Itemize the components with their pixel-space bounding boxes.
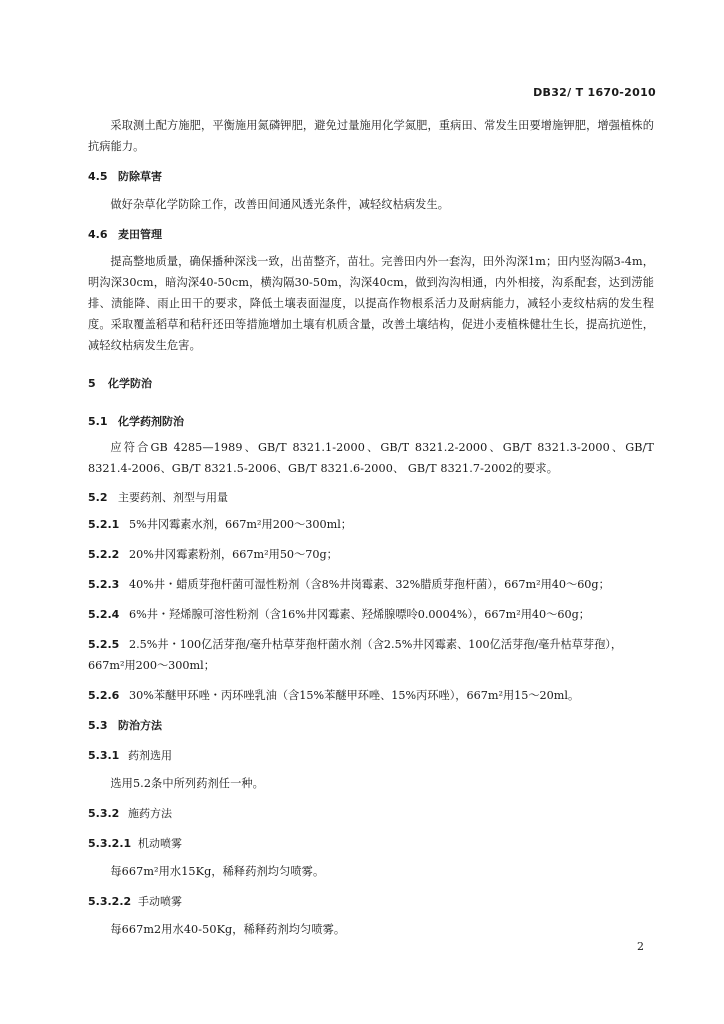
item-text: 6%井・羟烯腺可溶性粉剂（含16%井冈霉素、羟烯腺嘌呤0.0004%），667m²用40～60g；	[129, 608, 590, 621]
heading-number: 5.3.1	[88, 749, 120, 762]
list-item	[88, 634, 654, 676]
heading-5-3	[88, 715, 654, 736]
heading-5-1	[88, 411, 654, 432]
heading-5-3-1	[88, 745, 654, 766]
heading-title: 化学药剂防治	[118, 415, 184, 428]
paragraph-manual-spray: 每667m2用水40-50Kg，稀释药剂均匀喷雾。	[110, 923, 346, 936]
heading-title: 主要药剂、剂型与用量	[118, 491, 228, 504]
heading-5-3-2-1	[88, 833, 654, 854]
item-number: 5.2.5	[88, 638, 120, 651]
heading-4-6	[88, 224, 654, 245]
heading-title: 机动喷雾	[138, 837, 182, 850]
item-number: 5.2.2	[88, 548, 120, 561]
heading-5-3-2-2	[88, 891, 654, 912]
paragraph-weed-control: 做好杂草化学防除工作，改善田间通风透光条件，减轻纹枯病发生。	[110, 198, 450, 211]
paragraph-field-management: 提高整地质量，确保播种深浅一致，出苗整齐，苗壮。完善田内外一套沟，田外沟深1m；田内竖沟隔3-4m，明沟深30cm，暗沟深40-50cm，横沟隔30-50m，沟深40cm，做到沟沟相通，内外相接，沟系配套，达到涝能排、渍能降、雨止田干的要求，降低土壤表面湿度，以提高作物根系活力及耐病能力，减轻小麦纹枯病的发生程度。采取覆盖稻草和秸秆还田等措施增加土壤有机质含量，改善土壤结构，促进小麦植株健壮生长，提高抗逆性，减轻纹枯病发生危害。	[88, 255, 654, 352]
item-number: 5.2.1	[88, 518, 120, 531]
heading-number: 5.3.2.2	[88, 895, 132, 908]
heading-title: 施药方法	[128, 807, 172, 820]
heading-5	[88, 373, 654, 394]
item-text: 2.5%井・100亿活芽孢/毫升枯草芽孢杆菌水剂（含2.5%井冈霉素、100亿活芽孢/毫升枯草芽孢），667m²用200～300ml；	[88, 638, 623, 672]
heading-number: 4.6	[88, 228, 108, 241]
heading-title: 化学防治	[108, 377, 152, 390]
paragraph-standards: 应符合GB 4285—1989、GB/T 8321.1-2000、GB/T 8321.2-2000、GB/T 8321.3-2000、GB/T 8321.4-2006、GB/T 8321.5-2006、GB/T 8321.6-2000、 GB/T 8321.7-2002的要求。	[88, 441, 654, 475]
heading-title: 防除草害	[118, 170, 162, 183]
list-item	[88, 514, 654, 535]
heading-number: 4.5	[88, 170, 108, 183]
item-text: 5%井冈霉素水剂，667m²用200～300ml；	[129, 518, 352, 531]
list-item	[88, 574, 654, 595]
heading-title: 麦田管理	[118, 228, 162, 241]
item-text: 20%井冈霉素粉剂，667m²用50～70g；	[129, 548, 338, 561]
paragraph-motor-spray: 每667m²用水15Kg，稀释药剂均匀喷雾。	[110, 865, 325, 878]
item-text: 30%苯醚甲环唑・丙环唑乳油（含15%苯醚甲环唑、15%丙环唑），667m²用15～20ml。	[129, 689, 580, 702]
heading-title: 药剂选用	[128, 749, 172, 762]
standard-code: DB32/ T 1670-2010	[533, 86, 656, 99]
item-number: 5.2.3	[88, 578, 120, 591]
heading-number: 5.3.2.1	[88, 837, 132, 850]
item-number: 5.2.6	[88, 689, 120, 702]
heading-5-3-2	[88, 803, 654, 824]
heading-number: 5	[88, 377, 96, 390]
heading-title: 防治方法	[118, 719, 162, 732]
heading-number: 5.3	[88, 719, 108, 732]
list-item	[88, 544, 654, 565]
heading-number: 5.3.2	[88, 807, 120, 820]
paragraph-fertilization: 采取测土配方施肥，平衡施用氮磷钾肥，避免过量施用化学氮肥，重病田、常发生田要增施钾肥，增强植株的抗病能力。	[88, 119, 654, 153]
document-body	[88, 115, 654, 940]
paragraph-agent-selection: 选用5.2条中所列药剂任一种。	[110, 777, 264, 790]
heading-number: 5.2	[88, 491, 108, 504]
heading-number: 5.1	[88, 415, 108, 428]
heading-title: 手动喷雾	[138, 895, 182, 908]
list-item	[88, 604, 654, 625]
heading-5-2	[88, 487, 654, 508]
heading-4-5	[88, 166, 654, 187]
item-number: 5.2.4	[88, 608, 120, 621]
list-item	[88, 685, 654, 706]
page-number: 2	[637, 940, 644, 953]
item-text: 40%井・蜡质芽孢杆菌可湿性粉剂（含8%井岗霉素、32%腊质芽孢杆菌），667m²用40～60g；	[129, 578, 610, 591]
